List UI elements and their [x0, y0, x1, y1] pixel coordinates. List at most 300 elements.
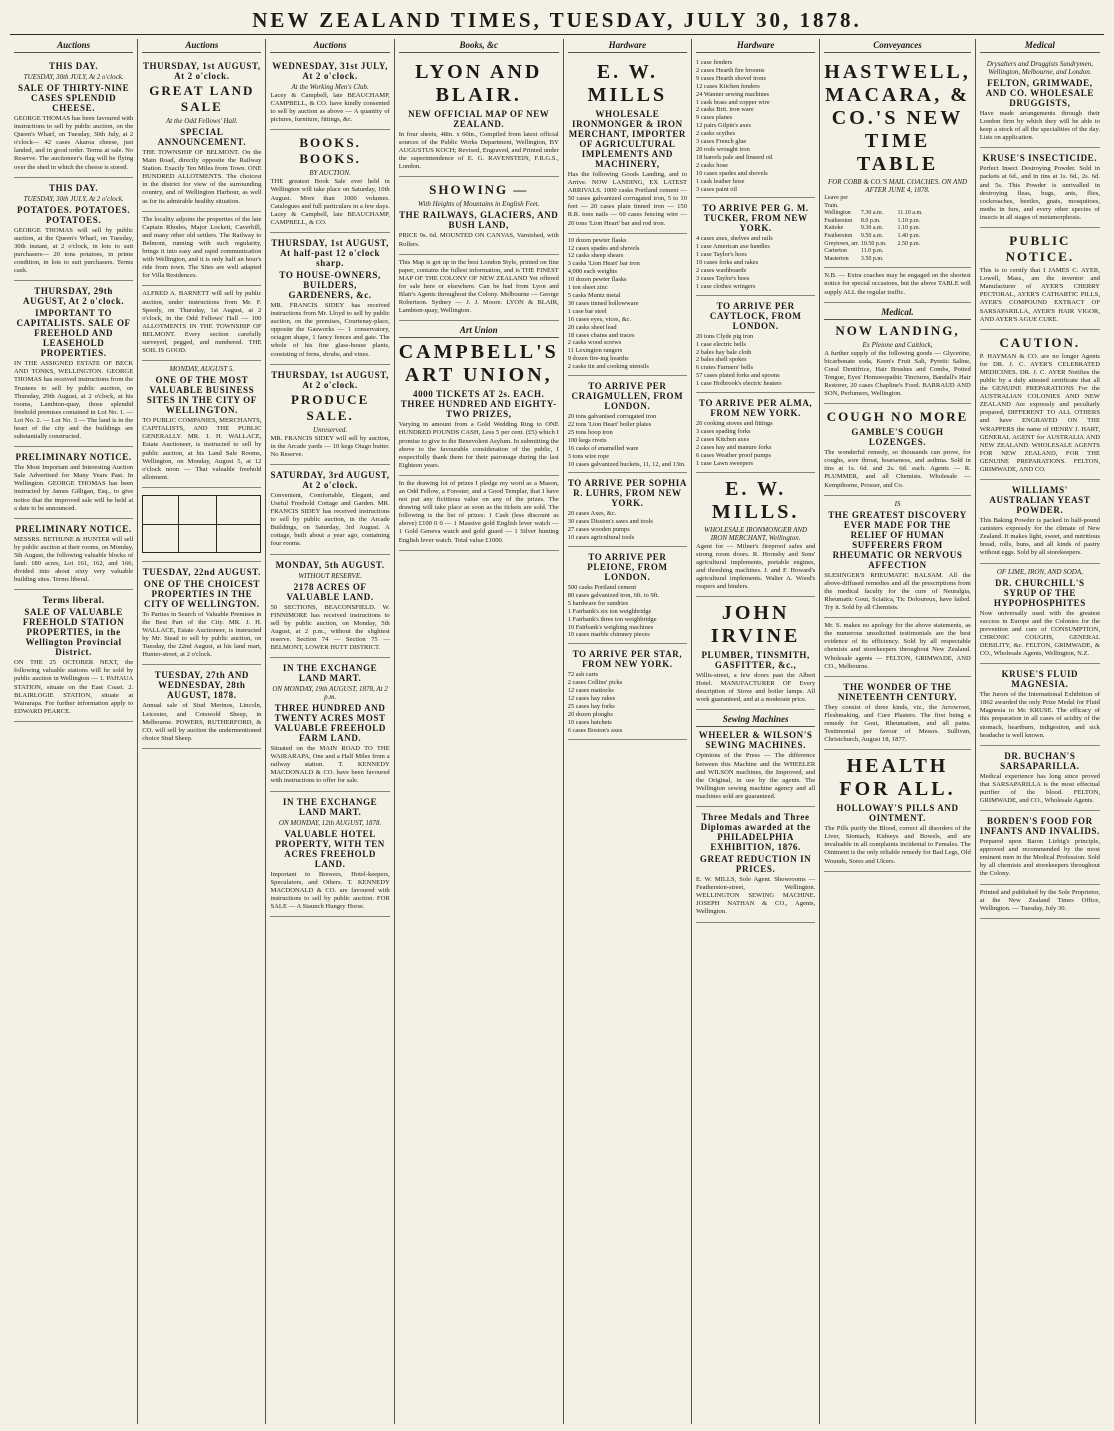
ad-body-text: To Parties in Search of Valuable Premises in the Best Part of the City. MR. J. H. WALLACE, Estate Auctioneer, is instructed by Mr. Stead to sell by public auction, on Tuesday, the 22nd August, at his land mart, Hunter-street, at 2 o'clock. [142, 610, 262, 659]
ad-heading: DR. BUCHAN'S SARSAPARILLA. [1000, 750, 1080, 771]
section-category: Medical. [824, 306, 970, 320]
timetable-cell [934, 218, 971, 226]
goods-list-item: 10 dozen pewter flasks [567, 236, 627, 244]
ad-body-text: Annual sale of Stud Merinos, Lincoln, Leicester, and Cotswold Sheep, in Melbourne. POWERS, RUTHERFORD, & CO. will sell by auction the undermentioned choice Stud Sheep. [142, 702, 262, 742]
goods-list-item: 1 cask brass and copper wire [696, 98, 770, 106]
ad-body-text: A further supply of the following goods — Glycerine, bicarbonate soda, Keen's Fruit Salt, Pyretic Saline, Coral Dentifrice, Hair Brushes and Combs, Potted Tongue, Eyes' Homoeopathic Tinctures, Bandall's Hair Restorer, 20 cases Chapline's Food. BARRAUD AND SON, Perfumers, Wellington. [824, 349, 971, 398]
timetable-cell: 9.50 a.m. [860, 232, 884, 239]
goods-list-item: 25 cases hay forks [567, 703, 615, 710]
ad-body-text: Medical experience has long since proved that SARSAPARILLA is the most effectual purifier of the blood. FELTON, GRIMWADE, and CO., Wholesale Agents. [979, 772, 1100, 804]
goods-list [696, 59, 815, 193]
timetable-cell [861, 195, 898, 210]
advertisement [14, 178, 133, 282]
ad-heading: THE WONDER OF THE NINETEENTH CENTURY. [837, 681, 958, 702]
goods-list-item: 6 cases Weather proof pumps [696, 451, 771, 459]
advertisement [142, 562, 261, 666]
ad-body-text: THE TOWNSHIP OF BELMONT. On the Main Road, directly opposite the Railway Station. Exactly Ten Miles from Town. ONE HUNDRED ALLOTMENTS. The choicest in the district for view of the surrounding country, and of Wellington Harbour, as well as for its admirable healthy situation. [142, 149, 262, 205]
advertisement [824, 268, 970, 302]
timetable-cell: Kaitoke [824, 225, 844, 232]
ad-heading: WHOLESALE IRONMONGER & IRON MERCHANT, IMPORTER OF AGRICULTURAL IMPLEMENTS AND MACHINERY, [568, 109, 687, 169]
ad-date-heading: THURSDAY, 1st AUGUST, At 2 o'clock. [271, 369, 389, 390]
advertisement [568, 376, 687, 473]
ad-body-text: TO PUBLIC COMPANIES, MERCHANTS, CAPITALISTS, AND THE PUBLIC GENERALLY. MR. J. H. WALLACE, Estate Auctioneer, is instructed to sell by public auction, at his Land Sale Rooms, Wellington, on Monday, August 5, at 12 o'clock noon — That valuable freehold allotment. [142, 417, 262, 481]
ad-date-heading: THURSDAY, 29th AUGUST, At 2 o'clock. [23, 286, 125, 307]
ad-heading: WILLIAMS' AUSTRALIAN YEAST POWDER. [989, 485, 1091, 516]
ad-date-heading: Terms liberal. [42, 595, 105, 606]
ad-title: NOW LANDING, [835, 322, 960, 338]
advertisement [270, 233, 389, 365]
goods-list-item: 1 Fairbank's six ton weighbridge [567, 607, 652, 615]
timetable-cell: 10.50 p.m. [860, 240, 887, 247]
advertisement [824, 496, 970, 618]
ad-date-heading: TO ARRIVE PER G. M. TUCKER, FROM NEW YORK. [702, 203, 809, 234]
advertisement [399, 255, 559, 322]
column-1 [10, 39, 138, 1424]
goods-list-item: 1 ton sheet zinc [567, 284, 608, 292]
ad-banner: JOHN IRVINE [710, 602, 801, 648]
ad-subtitle: ON MONDAY, 12th AUGUST, 1878. [278, 818, 382, 827]
advertisement [14, 447, 133, 519]
ad-heading: ONE OF THE MOST VALUABLE BUSINESS SITES IN THE CITY OF WELLINGTON. [146, 375, 257, 416]
timetable-cell [934, 256, 971, 264]
ad-subtitle: Unreserved. [313, 425, 348, 434]
goods-list-item: 1 case Lawn sweepers [696, 459, 753, 467]
ad-subtitle: At the Odd Fellows' Hall. [166, 117, 238, 125]
goods-list-item: 25 tons hoop iron [567, 428, 613, 436]
advertisement [142, 488, 261, 562]
goods-list-item: 3 cases paint oil [696, 185, 738, 193]
goods-list [568, 584, 687, 639]
advertisement [980, 885, 1100, 919]
ad-heading: PLUMBER, TINSMITH, GASFITTER, &c., [701, 650, 810, 671]
ad-body-text: MR. FRANCIS SIDEY will sell by auction, in the Arcade yards — 10 kegs Otago butter. No Reserve. [270, 434, 390, 458]
ad-body-text: Agent for — Milner's fireproof safes and strong room doors. R. Hornsby and Sons' agricultural implements, portable engines, and threshing machines. J. and F. Howard's agricultural implements. Walter A. Wood's reapers and binders. [696, 542, 816, 590]
plan-line [178, 496, 179, 552]
ad-date-heading: TO ARRIVE PER STAR, FROM NEW YORK. [572, 649, 683, 670]
ad-body-text: GEORGE THOMAS has been favoured with instructions to sell by public auction, on the Queen's Wharf, on Tuesday, 30th July, at 2 o'clock— 42 cases Akaroa cheese, just landed, and in good order. Terms at sale. No Reserve. The auctioneer's flag will be flying over the shed in which the cheese is stored. [14, 115, 134, 171]
column-6 [692, 39, 820, 1424]
advertisement [696, 198, 815, 295]
ad-subtitle: TUESDAY, 30th JULY, At 2 o'clock. [23, 73, 124, 81]
advertisement [696, 807, 815, 922]
timetable-cell: Featherston [824, 232, 853, 239]
ad-body-text: MESSRS. BETHUNE & HUNTER will sell by public auction at their rooms, on Monday, 5th August, the following valuable blocks of land: 180 acres, Lot 161, 162, and 166, divided into about sixty very valuable building sites. Terms liberal. [14, 535, 134, 584]
goods-list-item: 1 case bar steel [567, 307, 607, 315]
ad-date-heading: TO ARRIVE PER PLEIONE, FROM LONDON. [587, 552, 668, 583]
goods-list-item: 3 casks 'Lion Heart' bar iron [567, 260, 640, 268]
ad-body-text: This Baking Powder is packed in half-pound canisters expressly for the climate of New Zealand. It makes light, sweet, and nutritious bread, rolls, buns, and all kinds of pastry without eggs. Sold by all storekeepers. [979, 517, 1100, 557]
ad-body-text: The Jurors of the International Exhibition of 1862 awarded the only Prize Medal for Fluid Magnesia to Mr. KRUSE. The efficacy of this preparation in all cases of acidity of the stomach, heartburn, indigestion, and sick headache is well known. [979, 691, 1100, 739]
goods-list [696, 333, 815, 388]
ad-banner: E. W. MILLS [587, 61, 668, 106]
advertisement [270, 56, 389, 130]
timetable-cell: 2.50 p.m. [897, 240, 921, 247]
ad-heading: DR. CHURCHILL'S SYRUP OF THE HYPOPHOSPHITES [993, 577, 1086, 608]
goods-list-item: 20 cases Axes, &c. [567, 510, 617, 518]
ad-body-text: IN THE ASSIGNED ESTATE OF BECK AND TONKS, WELLINGTON. GEORGE THOMAS has received instructions from the Trustees to sell by public auction, on Thursday, 29th August, at 2 o'clock, at his rooms, Lambton-quay, those splendid freehold premises contained in Lot No. 1. — Lot No. 2. — Lot No. 3 — The land is in the heart of the city and the buildings are substantially constructed. [14, 360, 134, 441]
advertisement [696, 710, 815, 807]
ad-body-text: This is to certify that I JAMES C. AYER, Lowell, Mass., am the inventor and Manufacturer of AYER'S CHERRY PECTORAL, AYER'S CATHARTIC PILLS, AYER'S COMPOUND EXTRACT OF SARSAPARILLA, AYER'S HAIR VIGOR, AND AYER'S AGUE CURE. [979, 267, 1100, 323]
ad-heading: KRUSE'S INSECTICIDE. [982, 153, 1098, 164]
advertisement [980, 228, 1100, 330]
ad-date-heading: TUESDAY, 22nd AUGUST. [142, 566, 262, 577]
column-3 [266, 39, 394, 1424]
goods-list-item: 12 cases spades and shovels [567, 244, 640, 252]
goods-list-item: 10 cases marble chimney pieces [567, 631, 650, 639]
ad-date-heading: PRELIMINARY NOTICE. [15, 452, 132, 463]
ad-title: PRODUCE SALE. [290, 391, 370, 423]
advertisement [568, 644, 687, 739]
advertisement [980, 746, 1100, 811]
advertisement [142, 286, 261, 361]
ad-date-heading: Three Medals and Three Diplomas awarded at the PHILADELPHIA EXHIBITION, 1876. [700, 812, 811, 853]
advertisement [696, 296, 815, 393]
advertisement [270, 465, 389, 555]
goods-list-item: 16 casks of enamelled ware [567, 444, 639, 452]
advertisement [142, 212, 261, 287]
advertisement [142, 361, 261, 488]
column-category: Conveyances [824, 39, 970, 53]
ad-body-text: ON THE 25 OCTOBER NEXT, the following valuable stations will be sold by public auction in Wellington — 1. PAHAUA STATION, situate on the East Coast. 2. BLAIRLOGIE STATION, situate at Wairarapa. For further information apply to EDWARD PEARCE. [14, 659, 134, 715]
goods-list [568, 237, 687, 371]
advertisement [824, 404, 970, 495]
goods-list-item: 5 hardware for sundries [567, 599, 629, 607]
ad-body-text: Now universally used with the greatest success in Europe and the Colonies for the prevention and cure of CONSUMPTION, CHRONIC COUGHS, GENERAL DEBILITY, &c. FELTON, GRIMWADE, & CO., Wholesale Agents, Wellington, N.Z. [979, 609, 1100, 658]
advertisement [270, 792, 389, 917]
goods-list-item: 500 casks Portland cement [567, 584, 637, 592]
ad-banner: LYON AND BLAIR. [415, 61, 543, 106]
goods-list-item: 22 tons 'Lion Heart' boiler plates [567, 420, 652, 428]
column-category: Auctions [14, 39, 133, 53]
goods-list-item: 6 cases Boston's axes [567, 726, 623, 734]
ad-title: SHOWING — [429, 182, 529, 198]
goods-list-item: 1 cask leather hose [696, 177, 745, 185]
goods-list-item: 4 cases axes, shelves and rails [696, 235, 773, 243]
ad-date-heading: MONDAY, 5th AUGUST. [275, 559, 385, 570]
ad-title: PUBLIC NOTICE. [1005, 233, 1075, 265]
advertisement [980, 564, 1100, 665]
ad-body-text: This Map is got up in the best London Style, printed on fine paper, contains the fullest information, and is THE FINEST MAP OF THE COLONY OF NEW ZEALAND Yet offered for sale here or elsewhere. Can be had from Lyon and Blair's Agents throughout the Colony. Melbourne — George Robertson. Sydney — J. J. Moore. LYON & BLAIR, Lambton-quay, Wellington. [398, 258, 559, 315]
goods-list-item: 1 case American axe handles [696, 243, 770, 251]
timetable-cell [934, 210, 971, 218]
advertisement [568, 234, 687, 376]
column-category: Books, &c [399, 39, 559, 53]
timetable-cell [898, 248, 935, 256]
ad-body-text: Mr. S. makes no apology for the above statements, as the numerous unsolicited testimonials are the best evidence of its efficiency. Sold by all respectable chemists and storekeepers throughout New Zealand. Wholesale agents — FELTON, GRIMWADE, AND CO., Melbourne. [824, 622, 971, 670]
goods-list-item: 2 casks wood screws [567, 339, 622, 347]
goods-list-item: 10 Fairbank's weighing machines [567, 623, 654, 631]
ad-subtitle: FOR COBB & CO.'S MAIL COACHES. ON AND AFTER JUNE 4, 1878. [827, 178, 968, 194]
goods-list-item: 30 cases Disston's saws and tools [567, 518, 653, 526]
advertisement [568, 56, 687, 234]
timetable-cell: 1.10 p.m. [897, 217, 921, 224]
ad-title: CAUTION. [999, 334, 1081, 350]
ad-date-heading: TO ARRIVE PER ALMA, FROM NEW YORK. [699, 398, 813, 419]
goods-list-item: 16 cases eyes, vices, &c. [567, 315, 632, 323]
advertisement [14, 519, 133, 591]
goods-list-item: 2 casks tin and cooking utensils [567, 363, 649, 371]
ad-subtitle: ON MONDAY, 19th AUGUST, 1878, At 2 p.m. [272, 685, 388, 702]
ad-body-text: Has the following Goods Landing, and to Arrive. NOW LANDING, EX LATEST ARRIVALS. 1000 casks Portland cement — 50 cases galvanized corrugated iron, 5 to 10 feet — 20 cases plain tinned iron — 150 R.R. tons nails — 60 cases fencing wire — 20 tons 'Lion Heart' bar and rod iron. [567, 171, 688, 227]
goods-list-item: 2 cases Kitchen axes [696, 435, 750, 443]
advertisement [14, 56, 133, 178]
goods-list-item: 12 cases mattocks [567, 687, 614, 695]
goods-list-item: 20 rods wrought iron [696, 145, 750, 153]
advertisement [270, 365, 389, 465]
ad-banner: CAMPBELL'S ART UNION, [398, 341, 559, 387]
goods-list-item: 10 cases forks and rakes [696, 259, 759, 267]
ad-heading: KRUSE'S FLUID MAGNESIA. [1001, 669, 1079, 690]
ad-title: GREAT LAND SALE [149, 83, 255, 114]
timetable-cell: Leave per Train. [824, 195, 849, 209]
ad-date-heading: THURSDAY, 1st AUGUST, At half-past 12 o'clock sharp. [271, 237, 389, 268]
timetable-cell: Wellington [824, 210, 851, 217]
ad-heading: HOLLOWAY'S PILLS AND OINTMENT. [836, 803, 959, 824]
ad-body-text: MR. FRANCIS SIDEY has received instructions from Mr. Lloyd to sell by public auction, on the premises, Courtenay-place, opposite the Gasworks — 1 conservatory, octagon shape, 1 fancy fences and gate. The whole of his fine glass-house plants, consisting of ferns, shrubs, and vines. [270, 301, 390, 358]
goods-list-item: 72 ash carts [567, 671, 598, 679]
advertisement [142, 56, 261, 212]
advertisement [980, 56, 1100, 148]
ad-body-text: They consist of three kinds, viz., the Arrowroot, Fleshmaking, and Cure Plasters. The first being a remedy for Gout, Rheumatism, and all pains. Testimonial per favour of Messrs. Sullivan, Christchurch, August 18, 1877. [824, 703, 971, 744]
advertisement [824, 750, 970, 871]
advertisement [824, 56, 970, 268]
ad-body-text: In the drawing lot of prizes I pledge my word as a Mason, an Odd Fellow, a Forester, and a Good Templar, that I have not put any fictitious value on any of the prizes. The drawing will take place as soon as the tickets are sold. The following is the list of prizes: 1 Cash (less discount as above) £100 0 0 — 1 Massive gold English lever watch — 1 Gold Geneva watch and gold guard — 1 Silver hunting English lever watch. Total value £1000. [398, 479, 559, 544]
goods-list-item: 2 casks hose [696, 161, 728, 169]
masthead: NEW ZEALAND TIMES, TUESDAY, JULY 30, 1878. [10, 6, 1104, 35]
ad-banner: E. W. MILLS. [711, 477, 800, 523]
goods-list-item: 1 case fenders [696, 59, 733, 66]
advertisement [696, 473, 815, 598]
advertisement [399, 321, 559, 476]
ad-body-text: P. HAYMAN & CO. are no longer Agents for DR. J. C. AYER'S CELEBRATED MEDICINES. DR. J. C. AYER Notifies the public by a duly attested certificate that all the GENUINE PREPARATIONS For the AUSTRALIAN COLONIES AND NEW ZEALAND Are expressly and peculiarly prepared, DIFFERENT TO ALL OTHERS and have ENGRAVED ON THE WRAPPERS the name of HENRY J. HART, GENERAL AGENT for AUSTRALIA AND NEW ZEALAND. WHOLESALE AGENTS FOR NEW ZEALAND, FOR THE GENUINE PREPARATIONS. FELTON, GRIMWADE, AND CO. [979, 352, 1100, 473]
goods-list-item: 10 cases hatchets [567, 718, 612, 726]
ad-body-text: Varying in amount from a Gold Wedding Ring to ONE HUNDRED POUNDS CASH, Less 5 per cent. (£5) which I promise to give to the Benevolent Asylum. In submitting the above to the favourable consideration of the public, I respectfully thank them for their patronage during the last Eighteen years. [398, 421, 559, 469]
ad-body-text: SLESINGER'S RHEUMATIC BALSAM. All the above-diffused remedies and all the prescriptions from the medical faculty for the cure of Neuralgia, Rheumatic Gout, Sciatica, Tic Doloureux, have failed. Try it. Sold by all Chemists. [824, 571, 971, 612]
advertisement [270, 658, 389, 791]
ad-title: COUGH NO MORE [826, 409, 969, 425]
ad-heading: SALE OF THIRTY-NINE CASES SPLENDID CHEESE. [17, 83, 130, 113]
goods-list-item: 30 cases tinned hollowware [567, 299, 639, 307]
ad-date-heading: THURSDAY, 1st AUGUST, At 2 o'clock. [142, 61, 261, 81]
ad-date-heading: TO ARRIVE PER SOPHIA R. LUHRS, FROM NEW YORK. [567, 478, 687, 509]
ad-body-text: The Most Important and Interesting Auction Sale Advertised for Many Years Past. In Wellington. GEORGE THOMAS has been instructed by James Gilligan, Esq., to give notice that the improved sale will be held at a date to be announced. [14, 464, 134, 512]
columns [10, 39, 1104, 1424]
ad-subtitle: WHOLESALE IRONMONGER AND IRON MERCHANT, Wellington. [704, 525, 808, 542]
ad-body-text: Willis-street, a few doors past the Albert Hotel. MANUFACTURER OF Every description of Stove and boiler lamps. All work guaranteed, and at a moderate price. [696, 672, 816, 704]
goods-list-item: 6 crates Farmers' bells [696, 364, 754, 372]
ad-heading: SPECIAL ANNOUNCEMENT. [157, 127, 247, 147]
goods-list-item: 18 cases chains and traces [567, 331, 635, 339]
goods-list-item: 12 cases hay rakes [567, 695, 616, 703]
advertisement [696, 597, 815, 710]
goods-list-item: 2 casks scythes [696, 130, 736, 138]
column-4 [395, 39, 564, 1424]
ad-body-text: Prepared upon Baron Liebig's principle, approved and recommended by the most eminent men in the Medical Profession. Sold by all chemists and storekeepers throughout the Colony. [979, 838, 1100, 878]
ad-body-text: ALFRED A. BARNETT will sell by public auction, under instructions from Mr. F. Speedy, on Thursday, 1st August, at 2 o'clock, in the Odd Fellows' Hall — 100 ALLOTMENTS IN THE TOWNSHIP OF BELMONT. Every section carefully surveyed, pegged, and numbered. THE SOIL IS GOOD. [142, 290, 262, 355]
ad-heading: FELTON, GRIMWADE, AND CO. WHOLESALE DRUGGISTS, [985, 78, 1095, 108]
ad-heading: NEW OFFICIAL MAP OF NEW ZEALAND. [408, 109, 550, 129]
ad-date-heading: TO ARRIVE PER CRAIGMULLEN, FROM LONDON. [571, 381, 684, 412]
goods-list-item: 11 Lexington rangers [567, 347, 623, 355]
timetable-cell: 9.30 a.m. [860, 225, 884, 232]
goods-list-item: 9 cases Hearth shovel irons [696, 74, 766, 82]
goods-list-item: 27 cases wooden pumps [567, 526, 630, 534]
section-category: Sewing Machines [696, 713, 815, 727]
ad-body-text: Have made arrangements through their London firm by which they will be able to keep a stock of all the specialities of the day. Lists on application. [979, 110, 1100, 142]
ad-subtitle: Drysalters and Druggists Sundrymen, Wellington, Melbourne, and London. [986, 60, 1093, 76]
ad-heading: TO HOUSE-OWNERS, BUILDERS, GARDENERS, &c. [279, 269, 381, 300]
ad-body-text: Lacey & Campbell, late BEAUCHAMP, CAMPBELL, & CO. have kindly consented to sell by auction as above — A quantity of pictures, furniture, fittings, &c. [270, 92, 390, 124]
ad-banner: HASTWELL, MACARA, & CO.'S NEW TIME TABLE [824, 61, 971, 175]
goods-list-item: 3 tons wire rope [567, 452, 610, 460]
timetable-cell: Carterton [824, 248, 847, 255]
goods-list-item: 80 cases galvanized iron, 6ft. to 9ft. [567, 591, 660, 599]
ad-body-text: The wonderful remedy, so thousands can prove, for coughs, sore throat, hoarseness, and asthma. Sold in tins at 1s. 6d. and 2s. 6d. each. Agents — R. PLUMMER, and all Chemists. Wholesale — Kempthorne, Prosser, and Co. [824, 449, 971, 489]
advertisement [696, 393, 815, 472]
goods-list-item: 2 casks Brit. iron ware [696, 106, 754, 114]
timetable-cell [934, 241, 971, 249]
ad-body-text: GEORGE THOMAS will sell by public auction, at the Queen's Wharf, on Tuesday, 30th instant, at 2 o'clock, in lots to suit purchasers— 20 tons potatoes, in prime condition, in lots to suit purchasers. Terms cash. [14, 226, 134, 275]
ad-body-text: Perfect Insect Destroying Powder. Sold in packets at 6d., and in tins at 1s. 6d., 2s. 6d. and 5s. This Powder is unrivalled in destroying fleas, bugs, ants, flies, cockroaches, beetles, gnats, mosquitoes, moths in furs, and every other species of insects in all stages of metamorphosis. [979, 165, 1100, 221]
column-category: Auctions [142, 39, 261, 53]
timetable-cell: 11.10 a.m. [897, 210, 923, 217]
timetable-cell: Greytown, arr. [824, 240, 860, 247]
ad-title: BOOKS. BOOKS. [299, 135, 361, 167]
ad-body-text: Situated on the MAIN ROAD TO THE WAIRARAPA, One and a Half Miles from a railway station. T. KENNEDY MACDONALD & CO. have been favoured with instructions to offer for sale. [270, 745, 390, 785]
ad-heading: 4000 TICKETS AT 2s. EACH. THREE HUNDRED AND EIGHTY-TWO PRIZES, [400, 389, 557, 420]
ad-body-text: 50 SECTIONS, BEACONSFIELD. W. FINNIMORE has received instructions to sell by public auction, on Monday, 5th August, at 2 p.m., without the slightest reserve. Section 74 — Section 75 — BELMONT, LOWER HUTT DISTRICT. [270, 603, 390, 651]
goods-list-item: 10 dozen pewter flasks [567, 276, 627, 284]
ad-heading: BORDEN'S FOOD FOR INFANTS AND INVALIDS. [979, 816, 1100, 837]
ad-body-text: Opinions of the Press — The difference between this Machine and the WHEELER and WILSON machines, the Improved, and the Original, in use by the agents. The Wellington sewing machine agency and all machines sold are guaranteed. [696, 752, 816, 800]
advertisement [824, 677, 970, 750]
timetable-cell: 1.40 p.m. [897, 232, 921, 239]
ad-subtitle: At the Working Men's Club. [291, 83, 369, 91]
column-5 [564, 39, 692, 1424]
ad-body-text: Convenient, Comfortable, Elegant, and Useful Freehold Cottage and Garden. MR. FRANCIS SIDEY has received instructions to sell by public auction, in the Arcade Buildings, on Saturday, 3rd August. A cottage, built about a year ago, containing four rooms. [270, 491, 390, 548]
ad-subtitle: TUESDAY, 30th JULY, At 2 o'clock. [23, 194, 124, 203]
section-category: Art Union [399, 324, 559, 338]
advertisement [142, 665, 261, 748]
goods-list-item: 12 pairs Gilpin's axes [696, 122, 751, 130]
ad-body-text: PRICE 9s. 6d. MOUNTED ON CANVAS, Varnished, with Rollers. [398, 232, 559, 248]
goods-list-item: 4,000 each weights [567, 268, 617, 276]
timetable-cell: 8.0 p.m. [860, 217, 881, 224]
goods-list [568, 671, 687, 734]
advertisement [399, 476, 559, 551]
advertisement [824, 303, 970, 405]
ad-date-heading: SATURDAY, 3rd AUGUST, At 2 o'clock. [270, 469, 390, 490]
advertisement [980, 330, 1100, 480]
timetable-cell [934, 195, 971, 210]
ad-heading: WHEELER & WILSON'S SEWING MACHINES. [698, 730, 813, 751]
ad-body-text: The locality adjoins the properties of the late Captain Rhodes, Major Lockett, Caverhill, and many other old settlers. The Railway to Belmont, running with such regularity, brings it into easy and rapid communication with Wellington, and it is only half an hour's ride from town. The Sites are well adapted for Villa Residences. [142, 215, 262, 280]
ad-date-heading: PRELIMINARY NOTICE. [15, 523, 132, 534]
timetable-cell: 7.30 a.m. [860, 210, 884, 217]
advertisement [270, 130, 389, 233]
advertisement [399, 56, 559, 177]
goods-list-item: 2 bales shell spokes [696, 356, 747, 364]
goods-list-item: 3 cases French glue [696, 138, 747, 146]
goods-list-item: 1 case clothes wringers [696, 282, 756, 290]
column-8 [976, 39, 1104, 1424]
timetable-cell: Masterton [824, 255, 849, 262]
column-category: Hardware [696, 39, 815, 53]
advertisement [568, 473, 687, 547]
goods-list [568, 510, 687, 542]
goods-list-item: 1 Fairbank's three ton weighbridge [567, 615, 657, 623]
ad-banner: HEALTH FOR ALL. [839, 755, 956, 801]
ad-body-text: THE greatest Book Sale ever held in Wellington will take place on Saturday, 10th August. More than 1000 volumes. Catalogues and full particulars in a few days. Lacey & Campbell, late BEAUCHAMP, CAMPBELL, & CO. [270, 178, 390, 226]
column-category: Auctions [270, 39, 389, 53]
column-7 [820, 39, 975, 1424]
goods-list-item: 10 cases agricultural tools [567, 534, 635, 542]
goods-list-item: 2 cases Hearth fire brooms [696, 66, 765, 74]
goods-list [696, 420, 815, 467]
ad-heading: GAMBLE'S COUGH LOZENGES. [851, 427, 944, 448]
ad-body-text: In four sheets, 48in. x 60in., Compiled from latest official sources of the Public Works Department, Wellington, BY AUGUSTUS KOCH; Revised, Engraved, and Printed under the superintendence of E. G. RAVENSTEIN, F.R.G.S., London. [398, 131, 559, 171]
goods-list [568, 413, 687, 468]
advertisement [980, 664, 1100, 746]
ad-subtitle: IS [894, 499, 901, 508]
ad-date-heading: TUESDAY, 27th AND WEDNESDAY, 28th AUGUST, 1878. [154, 670, 250, 701]
goods-list-item: 20 dozen ploughs [567, 710, 613, 718]
advertisement [824, 618, 970, 677]
timetable-cell: 3.50 p.m. [860, 255, 884, 262]
goods-list-item: 9 cases planes [696, 114, 733, 122]
ad-heading: VALUABLE HOTEL PROPERTY, WITH TEN ACRES FREEHOLD LAND. [275, 828, 385, 869]
advertisement [270, 555, 389, 659]
ad-body-text: Important to Brewers, Hotel-keepers, Speculators, and Others. T. KENNEDY MACDONALD & CO. are favoured with instructions to sell by public auction. FOR SALE — A Staunch Hungry Horse. [270, 870, 390, 910]
ad-heading: THREE HUNDRED AND TWENTY ACRES MOST VALUABLE FREEHOLD FARM LAND. [274, 703, 387, 744]
timetable-cell [934, 248, 971, 256]
plan-line [143, 524, 260, 525]
ad-subtitle: OF LIME, IRON, AND SODA, [996, 567, 1083, 576]
ad-date-heading: THIS DAY. [48, 182, 99, 193]
timetable-cell: 11.0 p.m. [860, 248, 884, 255]
timetable-cell [934, 233, 971, 241]
ad-heading: IMPORTANT TO CAPITALISTS. SALE OF FREEHOLD AND LEASEHOLD PROPERTIES. [16, 308, 131, 359]
goods-list-item: 20 cooking stoves and fittings [696, 420, 773, 428]
timetable-cell: 1.10 p.m. [897, 225, 921, 232]
advertisement [696, 56, 815, 198]
ad-date-heading: TO ARRIVE PER CAYTLOCK, FROM LONDON. [709, 300, 802, 331]
timetable-cell [898, 256, 935, 264]
advertisement [980, 480, 1100, 563]
ad-heading: SALE OF VALUABLE FREEHOLD STATION PROPERTIES, in the Wellington Provincial District. [22, 607, 125, 658]
advertisement [980, 811, 1100, 884]
goods-list-item: 57 cases plated forks and spoons [696, 372, 780, 380]
ad-subtitle: WITHOUT RESERVE. [298, 571, 362, 580]
goods-list-item: 9 dozen fire-ing hearths [567, 355, 629, 363]
goods-list-item: 2 cases hay and manure forks [696, 443, 772, 451]
goods-list-item: 1 case electric bells [696, 340, 746, 348]
ad-subtitle: MONDAY, AUGUST 5. [169, 365, 235, 374]
column-2 [138, 39, 266, 1424]
goods-list-item: 5 casks Muntz metal [567, 292, 621, 299]
plan-line [216, 496, 217, 552]
ad-body-text: The Pills purify the Blood, correct all disorders of the Liver, Stomach, Kidneys and Bowels, and are invaluable in all complaints incidental to Females. The Ointment is the only reliable remedy for Bad Legs, Old Wounds, Sores and Ulcers. [824, 825, 971, 865]
ad-heading: GREAT REDUCTION IN PRICES. [699, 854, 812, 875]
site-plan-diagram [142, 495, 261, 553]
ad-heading: 2178 ACRES OF VALUABLE LAND. [286, 581, 374, 602]
goods-list [696, 235, 815, 290]
column-category: Medical [980, 39, 1100, 53]
goods-list-item: 1 case Holbrook's electric heaters [696, 380, 782, 388]
goods-list-item: 12 casks sheep shears [567, 252, 624, 260]
column-category: Hardware [568, 39, 687, 53]
advertisement [568, 547, 687, 644]
